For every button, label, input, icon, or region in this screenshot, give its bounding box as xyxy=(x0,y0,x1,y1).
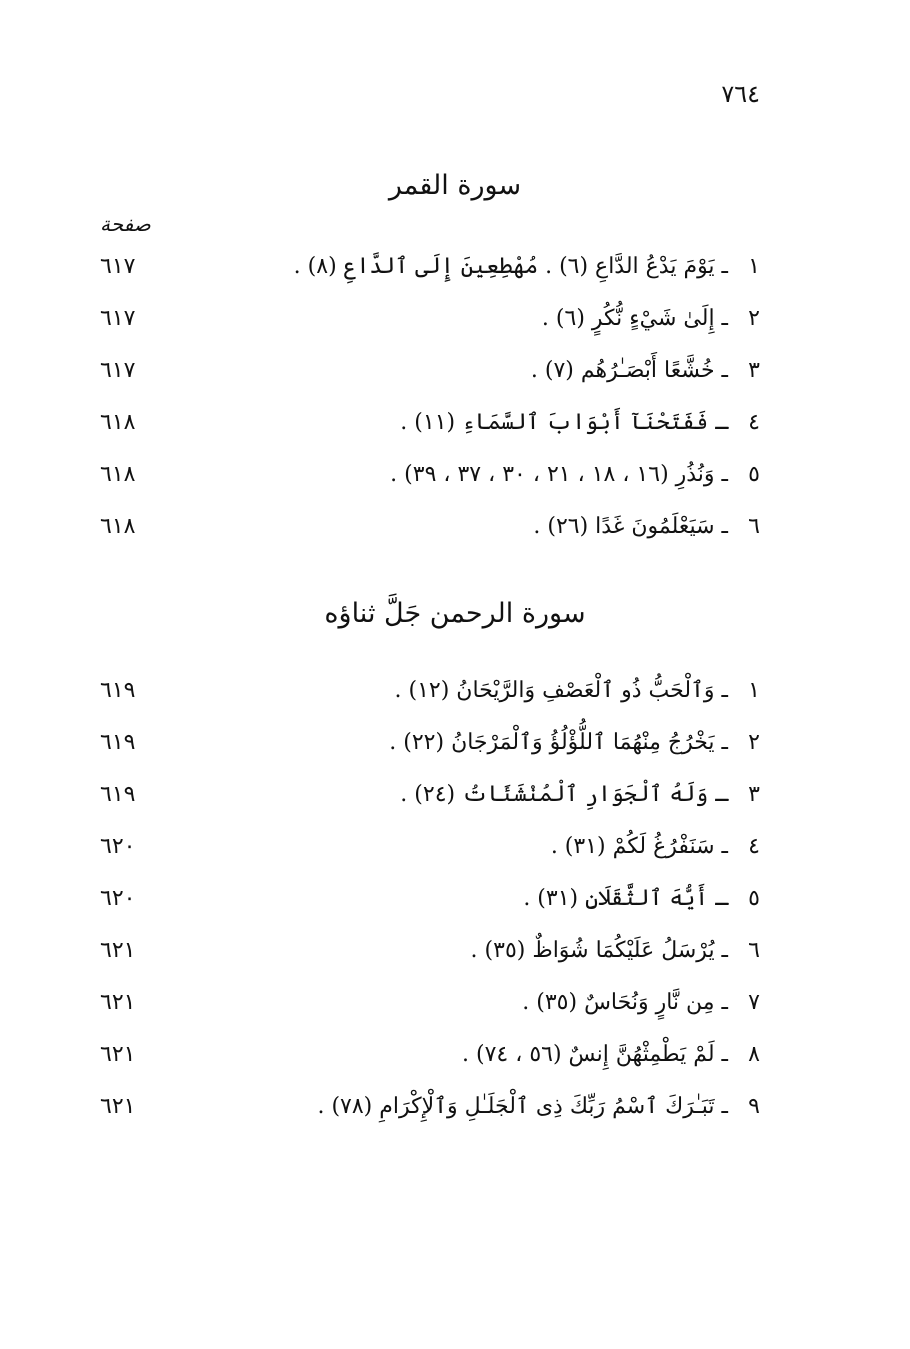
page-reference: ٦٢١ xyxy=(100,1042,136,1067)
entry-number: ٣ xyxy=(748,358,760,383)
index-entry xyxy=(100,1094,760,1134)
verse-text: ـ لَمْ يَطْمِثْهُنَّ إِنسٌ (٥٦ ، ٧٤) . xyxy=(462,1042,728,1067)
entry-number: ٢ xyxy=(748,730,760,755)
entry-number: ٧ xyxy=(748,990,760,1015)
page-reference: ٦٢١ xyxy=(100,1094,136,1119)
index-entry xyxy=(100,410,760,450)
index-entry xyxy=(100,886,760,926)
verse-text: ـ خُشَّعًا أَبْصَـٰرُهُم (٧) . xyxy=(530,358,728,383)
index-entry xyxy=(100,254,760,294)
verse-text: ـ يَوْمَ يَدْعُ الدَّاعِ (٦) . مُهْطِعِينَ إِلَى ٱلدَّاعِ (٨) . xyxy=(293,254,728,279)
page-reference: ٦١٩ xyxy=(100,782,136,807)
verse-text: ـ فَفَتَحْنَآ أَبْوَابَ ٱلسَّمَاءِ (١١) . xyxy=(400,410,728,435)
verse-text: ـ مِن نَّارٍ وَنُحَاسٌ (٣٥) . xyxy=(522,990,728,1015)
index-entry xyxy=(100,306,760,346)
entry-number: ٨ xyxy=(748,1042,760,1067)
verse-text: ـ أَيُّهَ ٱلثَّقَلَانِ (٣١) . xyxy=(523,886,728,911)
verse-text: ـ وَٱلْحَبُّ ذُو ٱلْعَصْفِ وَالرَّيْحَانُ (١٢) . xyxy=(394,678,728,703)
verse-text: ـ إِلَىٰ شَيْءٍ نُّكُرٍ (٦) . xyxy=(541,306,728,331)
page-reference: ٦٢١ xyxy=(100,938,136,963)
index-entry xyxy=(100,990,760,1030)
page-reference: ٦١٨ xyxy=(100,514,136,539)
page-reference: ٦٢١ xyxy=(100,990,136,1015)
index-entry xyxy=(100,514,760,554)
entry-number: ٥ xyxy=(748,886,760,911)
index-entry xyxy=(100,834,760,874)
verse-text: ـ يُرْسَلُ عَلَيْكُمَا شُوَاظٌ (٣٥) . xyxy=(470,938,728,963)
verse-text: ـ يَخْرُجُ مِنْهُمَا ٱللُّؤْلُؤُ وَٱلْمَرْجَانُ (٢٢) . xyxy=(389,730,728,755)
page-reference: ٦١٨ xyxy=(100,462,136,487)
entry-number: ٣ xyxy=(748,782,760,807)
section-title-al-qamar: سورة القمر xyxy=(388,170,522,201)
page-reference: ٦١٩ xyxy=(100,730,136,755)
page-reference: ٦١٧ xyxy=(100,306,136,331)
index-entry xyxy=(100,1042,760,1082)
column-header-page: صفحة xyxy=(100,212,151,236)
verse-text: ـ وَلَهُ ٱلْجَوَارِ ٱلْمُنْشَئَاتُ (٢٤) . xyxy=(400,782,728,807)
index-entry xyxy=(100,358,760,398)
verse-text: ـ سَنَفْرُغُ لَكُمْ (٣١) . xyxy=(550,834,728,859)
index-entry xyxy=(100,462,760,502)
index-entry xyxy=(100,938,760,978)
entry-number: ١ xyxy=(748,254,760,279)
verse-text: ـ سَيَعْلَمُونَ غَدًا (٢٦) . xyxy=(533,514,728,539)
entry-number: ٥ xyxy=(748,462,760,487)
page-reference: ٦٢٠ xyxy=(100,834,136,859)
entry-number: ١ xyxy=(748,678,760,703)
verse-text: ـ تَبَـٰرَكَ ٱسْمُ رَبِّكَ ذِى ٱلْجَلَـٰلِ وَٱلْإِكْرَامِ (٧٨) . xyxy=(317,1094,728,1119)
section-title-ar-rahman: سورة الرحمن جَلَّ ثناؤه xyxy=(324,598,586,629)
index-entry xyxy=(100,730,760,770)
page-reference: ٦٢٠ xyxy=(100,886,136,911)
index-entry xyxy=(100,678,760,718)
entry-number: ٤ xyxy=(748,410,760,435)
entry-number: ٢ xyxy=(748,306,760,331)
verse-text: ـ وَنُذُرِ (١٦ ، ١٨ ، ٢١ ، ٣٠ ، ٣٧ ، ٣٩) . xyxy=(390,462,728,487)
page-reference: ٦١٩ xyxy=(100,678,136,703)
index-entry xyxy=(100,782,760,822)
entry-number: ٦ xyxy=(748,514,760,539)
page-number: ٧٦٤ xyxy=(721,80,760,108)
entry-number: ٩ xyxy=(748,1094,760,1119)
page-reference: ٦١٧ xyxy=(100,358,136,383)
page-reference: ٦١٧ xyxy=(100,254,136,279)
entry-number: ٦ xyxy=(748,938,760,963)
page-reference: ٦١٨ xyxy=(100,410,136,435)
entry-number: ٤ xyxy=(748,834,760,859)
